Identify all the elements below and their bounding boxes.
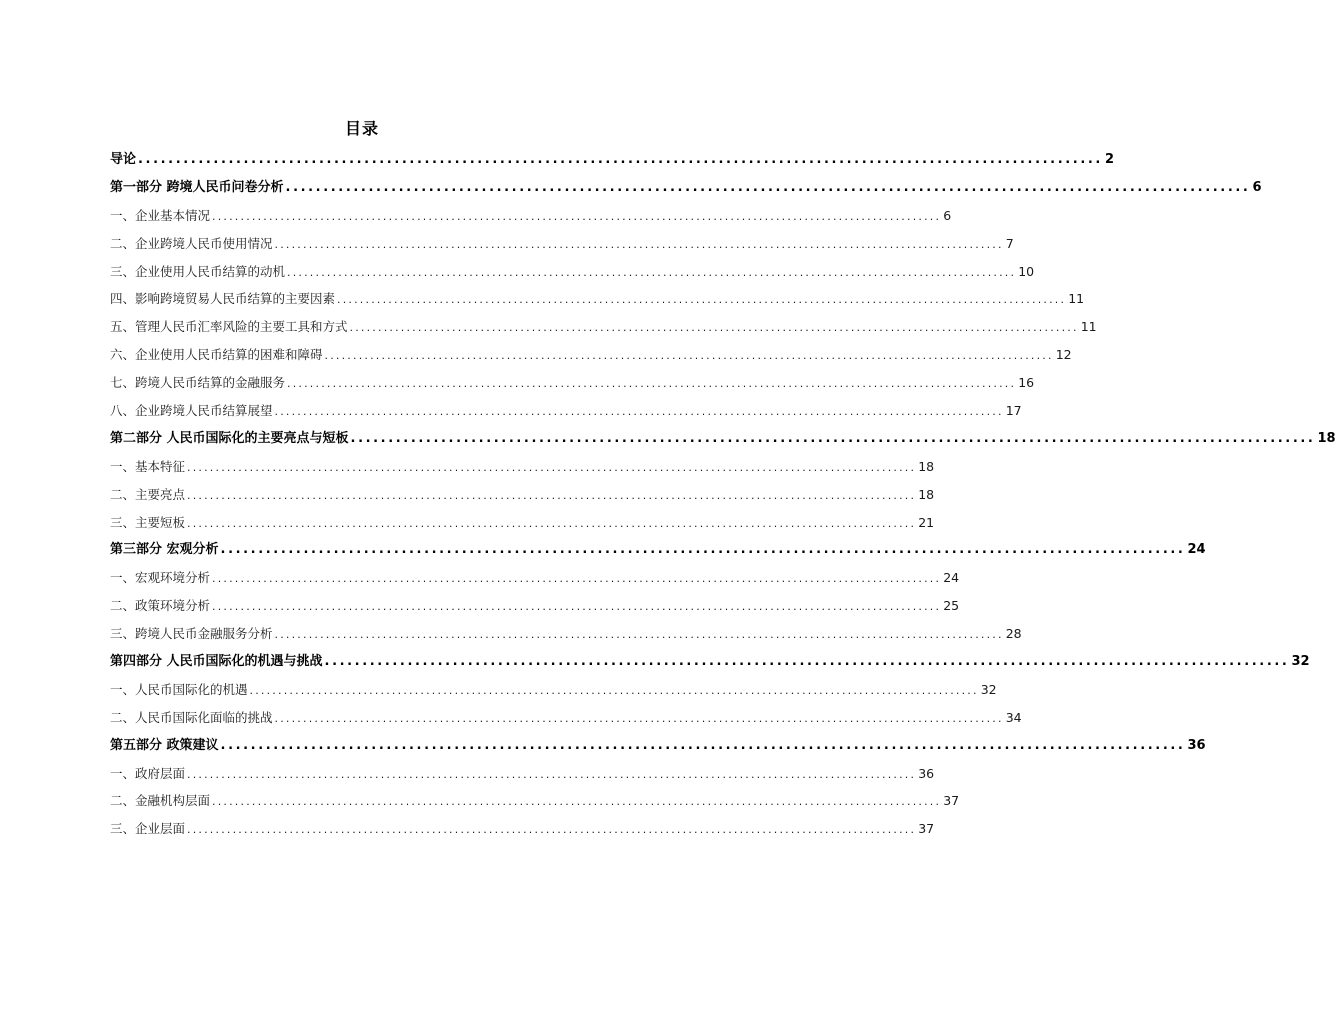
toc-entry-label: 二、企业跨境人民币使用情况	[110, 235, 273, 251]
toc-leader-dots: ................................................................................................................................	[285, 179, 1251, 195]
toc-page-number: 21	[918, 514, 935, 530]
toc-entry-label: 第三部分 宏观分析	[110, 542, 219, 558]
toc-section-entry[interactable]	[110, 704, 1022, 732]
toc-leader-dots: ................................................................................................................................	[212, 209, 942, 223]
toc-page-number: 6	[943, 207, 952, 223]
toc-section-entry[interactable]	[110, 202, 952, 230]
toc-leader-dots: ................................................................................................................................	[220, 542, 1186, 558]
toc-part-entry[interactable]	[110, 146, 1114, 174]
toc-page-number: 11	[1068, 291, 1085, 307]
toc-entry-label: 一、宏观环境分析	[110, 570, 211, 586]
toc-leader-dots: ................................................................................................................................	[324, 654, 1290, 670]
toc-entry-label: 三、主要短板	[110, 514, 186, 530]
toc-section-entry[interactable]	[110, 676, 997, 704]
toc-section-entry[interactable]	[110, 509, 935, 537]
toc-leader-dots: ................................................................................................................................	[349, 321, 1079, 335]
toc-page-number: 34	[1005, 709, 1022, 725]
toc-page-number: 10	[1018, 263, 1035, 279]
toc-page-number: 24	[1187, 542, 1206, 558]
toc-entry-label: 一、基本特征	[110, 458, 186, 474]
toc-part-entry[interactable]	[110, 425, 1336, 453]
toc-page-number: 11	[1080, 319, 1097, 335]
toc-entry-label: 二、主要亮点	[110, 486, 186, 502]
toc-leader-dots: ................................................................................................................................	[138, 152, 1103, 167]
toc-page-number: 6	[1252, 179, 1262, 195]
toc-section-entry[interactable]	[110, 787, 960, 815]
toc-page-number: 28	[1005, 626, 1022, 642]
toc-section-entry[interactable]	[110, 230, 1014, 258]
toc-page-number: 18	[918, 486, 935, 502]
toc-leader-dots: ................................................................................................................................	[350, 430, 1316, 446]
toc-leader-dots: ................................................................................................................................	[187, 823, 917, 837]
toc-section-entry[interactable]	[110, 313, 1097, 341]
toc-entry-label: 三、跨境人民币金融服务分析	[110, 626, 273, 642]
toc-page-number: 32	[1291, 654, 1310, 670]
toc-page-number: 16	[1018, 375, 1035, 391]
toc-leader-dots: ................................................................................................................................	[324, 349, 1054, 363]
toc-leader-dots: ................................................................................................................................	[212, 572, 942, 586]
toc-leader-dots: ................................................................................................................................	[337, 293, 1067, 307]
toc-entry-label: 八、企业跨境人民币结算展望	[110, 403, 273, 419]
toc-leader-dots: ................................................................................................................................	[274, 237, 1004, 251]
toc-leader-dots: ................................................................................................................................	[212, 795, 942, 809]
toc-leader-dots: ................................................................................................................................	[274, 405, 1004, 419]
toc-section-entry[interactable]	[110, 258, 1035, 286]
toc-entry-label: 第一部分 跨境人民币问卷分析	[110, 179, 284, 195]
toc-section-entry[interactable]	[110, 397, 1022, 425]
toc-entry-label: 第二部分 人民币国际化的主要亮点与短板	[110, 430, 349, 446]
toc-page-number: 18	[918, 458, 935, 474]
toc-page-number: 37	[918, 821, 935, 837]
toc-entry-label: 一、人民币国际化的机遇	[110, 681, 248, 697]
toc-entry-label: 五、管理人民币汇率风险的主要工具和方式	[110, 319, 348, 335]
toc-entry-label: 六、企业使用人民币结算的困难和障碍	[110, 347, 323, 363]
toc-part-entry[interactable]	[110, 732, 1206, 760]
toc-page-number: 36	[918, 765, 935, 781]
toc-entry-label: 七、跨境人民币结算的金融服务	[110, 375, 286, 391]
toc-entry-label: 三、企业层面	[110, 821, 186, 837]
toc-leader-dots: ................................................................................................................................	[212, 600, 942, 614]
toc-entry-label: 二、政策环境分析	[110, 598, 211, 614]
toc-leader-dots: ................................................................................................................................	[249, 683, 979, 697]
toc-section-entry[interactable]	[110, 481, 935, 509]
toc-entry-label: 导论	[110, 152, 137, 167]
toc-page-number: 7	[1005, 235, 1014, 251]
toc-entry-label: 一、企业基本情况	[110, 207, 211, 223]
toc-page-number: 12	[1055, 347, 1072, 363]
toc-section-entry[interactable]	[110, 564, 960, 592]
toc-leader-dots: ................................................................................................................................	[187, 767, 917, 781]
toc-entry-label: 第五部分 政策建议	[110, 737, 219, 753]
toc-entry-label: 二、人民币国际化面临的挑战	[110, 709, 273, 725]
toc-part-entry[interactable]	[110, 174, 1262, 202]
toc-title: 目录	[344, 119, 379, 138]
toc-entry-label: 第四部分 人民币国际化的机遇与挑战	[110, 654, 323, 670]
toc-page-number: 32	[980, 681, 997, 697]
toc-section-entry[interactable]	[110, 285, 1085, 313]
toc-page-number: 25	[943, 598, 960, 614]
toc-page-number: 17	[1005, 403, 1022, 419]
toc-part-entry[interactable]	[110, 648, 1310, 676]
toc-section-entry[interactable]	[110, 815, 935, 843]
toc-section-entry[interactable]	[110, 341, 1072, 369]
toc-section-entry[interactable]	[110, 592, 960, 620]
toc-leader-dots: ................................................................................................................................	[187, 460, 917, 474]
toc-leader-dots: ................................................................................................................................	[220, 737, 1186, 753]
toc-list	[110, 146, 1336, 843]
toc-entry-label: 三、企业使用人民币结算的动机	[110, 263, 286, 279]
toc-page-number: 37	[943, 793, 960, 809]
toc-leader-dots: ................................................................................................................................	[274, 711, 1004, 725]
toc-page-number: 36	[1187, 737, 1206, 753]
toc-page-number: 24	[943, 570, 960, 586]
toc-leader-dots: ................................................................................................................................	[287, 265, 1017, 279]
toc-entry-label: 一、政府层面	[110, 765, 186, 781]
toc-leader-dots: ................................................................................................................................	[187, 516, 917, 530]
toc-leader-dots: ................................................................................................................................	[187, 488, 917, 502]
toc-page-number: 2	[1104, 152, 1114, 167]
toc-entry-label: 二、金融机构层面	[110, 793, 211, 809]
toc-entry-label: 四、影响跨境贸易人民币结算的主要因素	[110, 291, 336, 307]
toc-section-entry[interactable]	[110, 453, 935, 481]
toc-leader-dots: ................................................................................................................................	[274, 628, 1004, 642]
toc-leader-dots: ................................................................................................................................	[287, 377, 1017, 391]
toc-section-entry[interactable]	[110, 760, 935, 788]
toc-part-entry[interactable]	[110, 536, 1206, 564]
toc-section-entry[interactable]	[110, 369, 1035, 397]
toc-page-number: 18	[1317, 430, 1336, 446]
toc-section-entry[interactable]	[110, 620, 1022, 648]
